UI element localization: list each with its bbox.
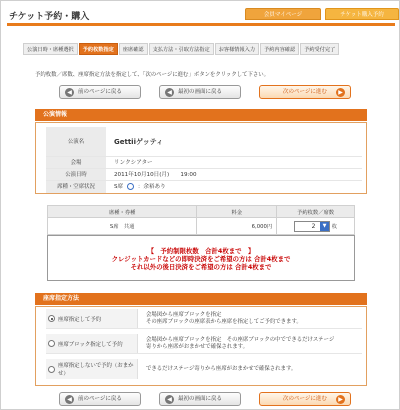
limit-line-1: 【 予約制限枚数 合計4枚まで 】 [147, 247, 255, 255]
ticket-type: S席 共通 [48, 218, 197, 235]
seat-type: S席 [114, 184, 124, 190]
availability-status: ：余裕あり [137, 184, 166, 190]
tab-member-mypage[interactable]: 会員マイページ [245, 8, 321, 20]
arrow-left-icon: ◀ [65, 395, 74, 404]
top-page-button-top[interactable]: ◀ 最初の画面に戻る [159, 85, 241, 99]
seat-method-heading: 座席指定方法 [35, 293, 367, 305]
arrow-left-icon: ◀ [65, 88, 74, 97]
arrow-left-icon: ◀ [165, 395, 174, 404]
seat-option-auto[interactable]: 座席指定しないで予約（おまかせ） [46, 359, 138, 379]
prev-page-button-top[interactable]: ◀ 前のページに戻る [59, 85, 141, 99]
seat-option-specify[interactable]: 座席指定して予約 [46, 309, 138, 328]
arrow-left-icon: ◀ [165, 88, 174, 97]
performance-name: Gettiiゲッティ [114, 138, 164, 146]
table-row [48, 218, 355, 235]
quantity-unit: 枚 [331, 223, 338, 230]
limit-line-2: クレジットカードなどの即時決済をご希望の方は 合計4枚まで [111, 255, 291, 263]
header-divider [7, 23, 395, 26]
info-row-datetime: 公演日時 2011年10月10日(月) 19:00 [46, 169, 362, 181]
ticket-quantity-table [47, 205, 355, 235]
chevron-down-icon: ▼ [320, 222, 329, 231]
step-5: お客様情報入力 [215, 43, 259, 55]
purchase-limit-notice [47, 235, 355, 281]
step-4: 支払方法・引取方法指定 [149, 43, 214, 55]
seat-method-box [35, 306, 367, 386]
seat-option-block[interactable]: 座席ブロック指定して予約 [46, 334, 138, 353]
arrow-right-icon: ▶ [336, 395, 345, 404]
info-row-venue: 会場 リンクシアター [46, 157, 362, 169]
performance-info-box [35, 122, 367, 194]
table-header-row: 席種・券種 料金 予約枚数／席数 [48, 206, 355, 218]
step-7: 予約受付完了 [300, 43, 339, 55]
progress-steps [23, 43, 379, 55]
arrow-right-icon: ▶ [336, 88, 345, 97]
ticket-price: 6,000円 [197, 218, 277, 235]
radio-unselected[interactable] [48, 340, 55, 347]
info-row-name: 公演名 Gettiiゲッティ [46, 127, 362, 157]
info-row-seat-status: 席種・空席状況 S席 ：余裕あり [46, 181, 362, 193]
page-header [7, 5, 395, 29]
availability-circle-icon [127, 183, 134, 190]
radio-unselected[interactable] [48, 366, 55, 373]
instruction-text: 予約枚数／席数、座席指定方法を指定して、「次のページに進む」ボタンをクリックして下さい。 [35, 72, 270, 78]
performance-info-heading: 公演情報 [35, 109, 367, 121]
quantity-select[interactable]: 2 ▼ [294, 221, 330, 232]
seat-option-row: 座席ブロック指定して予約 会場図から座席ブロックを指定 その座席ブロックの中でできるだけステージ 寄りから座席がおまかせで確保されます。 [46, 334, 362, 354]
radio-selected[interactable] [48, 315, 55, 322]
step-2-current: 予約枚数指定 [79, 43, 118, 55]
next-page-button-bottom[interactable]: 次のページに進む ▶ [259, 392, 351, 406]
step-6: 予約内容確認 [260, 43, 299, 55]
seat-option-row: 座席指定して予約 会場図から座席ブロックを指定 その座席ブロックの座席表から座席を指定してご予約できます。 [46, 309, 362, 329]
venue-name: リンクシアター [114, 160, 153, 166]
step-3: 座席確認 [119, 43, 148, 55]
step-1: 公演日時・席種選択 [23, 43, 78, 55]
next-page-button-top[interactable]: 次のページに進む ▶ [259, 85, 351, 99]
limit-line-3: それ以外の後日決済をご希望の方は 合計4枚まで [130, 263, 272, 271]
tab-ticket-purchase[interactable]: チケット購入予約 [325, 8, 399, 20]
page-title: チケット予約・購入 [9, 12, 90, 22]
performance-datetime: 2011年10月10日(月) 19:00 [114, 172, 197, 178]
seat-option-row: 座席指定しないで予約（おまかせ） できるだけステージ寄りから座席がおまかせで確保されます。 [46, 359, 362, 379]
prev-page-button-bottom[interactable]: ◀ 前のページに戻る [59, 392, 141, 406]
top-page-button-bottom[interactable]: ◀ 最初の画面に戻る [159, 392, 241, 406]
